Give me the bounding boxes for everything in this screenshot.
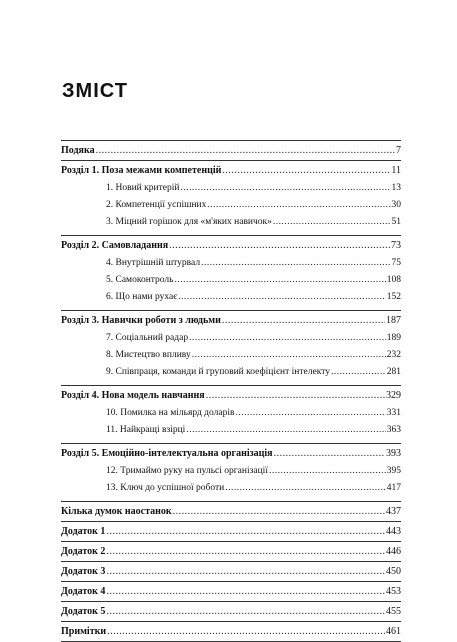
toc-entry-label: Розділ 2. Самовладання [61, 240, 169, 251]
toc-entry-label: 3. Міцний горішок для «м'яких навичок» [106, 217, 272, 227]
toc-leader-dots [235, 405, 385, 422]
toc-page-number: 189 [386, 333, 401, 343]
toc-page-number: 450 [386, 566, 401, 577]
toc-entry-label: 7. Соціальний радар [106, 333, 189, 343]
toc-entry[interactable] [61, 582, 401, 601]
toc-page-number: 30 [391, 200, 401, 210]
toc-entry-label: 12. Тримаймо руку на пульсі організації [106, 466, 268, 476]
toc-page-number: 417 [386, 483, 401, 493]
toc-leader-dots [331, 364, 386, 381]
toc-entry-label: Додаток 1 [61, 526, 106, 537]
toc-leader-dots [269, 463, 386, 480]
toc-leader-dots [106, 562, 385, 581]
toc-leader-dots [173, 502, 385, 521]
toc-entry-label: 13. Ключ до успішної роботи [106, 483, 225, 493]
toc-entry-label: Примітки [61, 626, 107, 637]
toc-leader-dots [274, 444, 385, 463]
toc-leader-dots [106, 542, 385, 561]
toc-subentry[interactable] [61, 180, 401, 197]
toc-page-number: 395 [386, 466, 401, 476]
toc-page-number: 75 [391, 258, 401, 268]
toc-entry[interactable] [61, 602, 401, 621]
toc-entry-label: 5. Самоконтроль [106, 275, 174, 285]
toc-entry[interactable] [61, 502, 401, 521]
toc-page-number: 187 [386, 315, 401, 326]
table-of-contents [61, 140, 401, 642]
toc-leader-dots [175, 272, 386, 289]
toc-entry-label: Кілька думок наостанок [61, 506, 172, 517]
toc-entry-label: Подяка [61, 145, 95, 156]
toc-leader-dots [106, 522, 385, 541]
toc-entry-label: 1. Новий критерій [106, 183, 180, 193]
toc-entry-label: 9. Співпраця, команди й груповий коефіцієнт інтелекту [106, 367, 330, 377]
toc-entry[interactable] [61, 562, 401, 581]
toc-leader-dots [189, 330, 386, 347]
toc-subentry[interactable] [61, 463, 401, 480]
toc-leader-dots [186, 422, 385, 439]
toc-page-number: 461 [386, 626, 401, 637]
toc-page-number: 232 [386, 350, 401, 360]
toc-leader-dots [222, 311, 385, 330]
toc-entry[interactable] [61, 542, 401, 561]
toc-page-number: 331 [386, 408, 401, 418]
toc-entry-label: Розділ 5. Емоційно-інтелектуальна організація [61, 448, 273, 459]
toc-entry[interactable] [61, 236, 401, 255]
toc-page-number: 443 [386, 526, 401, 537]
toc-entry-label: Додаток 3 [61, 566, 106, 577]
toc-leader-dots [107, 622, 385, 641]
toc-page-number: 363 [386, 425, 401, 435]
toc-subentry[interactable] [61, 480, 401, 497]
toc-entry-label: Додаток 4 [61, 586, 106, 597]
toc-entry-label: 11. Найкращі взірці [106, 425, 186, 435]
toc-leader-dots [273, 214, 391, 231]
toc-entry-label: 6. Що нами рухає [106, 292, 178, 302]
toc-leader-dots [96, 141, 395, 160]
toc-leader-dots [206, 386, 385, 405]
toc-subentry[interactable] [61, 405, 401, 422]
toc-leader-dots [207, 197, 390, 214]
toc-subentry[interactable] [61, 272, 401, 289]
toc-page-number: 446 [386, 546, 401, 557]
toc-entry[interactable] [61, 522, 401, 541]
toc-subentry[interactable] [61, 214, 401, 231]
toc-leader-dots [225, 480, 386, 497]
toc-entry-label: Розділ 1. Поза межами компетенцій [61, 165, 222, 176]
toc-page-number: 108 [386, 275, 401, 285]
toc-subentry[interactable] [61, 289, 401, 306]
toc-page-number: 437 [386, 506, 401, 517]
page-title: ЗМІСТ [62, 80, 128, 102]
toc-entry[interactable] [61, 622, 401, 641]
toc-entry-label: Розділ 4. Нова модель навчання [61, 390, 205, 401]
toc-leader-dots [222, 161, 390, 180]
toc-subentry[interactable] [61, 197, 401, 214]
toc-entry-label: Додаток 5 [61, 606, 106, 617]
toc-leader-dots [178, 289, 385, 306]
toc-page-number: 73 [391, 240, 401, 251]
toc-leader-dots [106, 602, 385, 621]
toc-page-number: 7 [396, 145, 401, 156]
toc-page-number: 281 [386, 367, 401, 377]
toc-leader-dots [106, 582, 385, 601]
toc-entry-label: 4. Внутрішній штурвал [106, 258, 201, 268]
toc-subentry[interactable] [61, 347, 401, 364]
toc-subentry[interactable] [61, 330, 401, 347]
toc-leader-dots [180, 180, 390, 197]
toc-page-number: 11 [391, 165, 401, 176]
toc-page-number: 393 [386, 448, 401, 459]
toc-entry-label: Розділ 3. Навички роботи з людьми [61, 315, 221, 326]
toc-entry[interactable] [61, 386, 401, 405]
toc-subentry[interactable] [61, 364, 401, 381]
toc-entry[interactable] [61, 311, 401, 330]
toc-subentry[interactable] [61, 422, 401, 439]
toc-page-number: 152 [386, 292, 401, 302]
toc-leader-dots [192, 347, 386, 364]
toc-page-number: 329 [386, 390, 401, 401]
toc-entry[interactable] [61, 444, 401, 463]
toc-page-number: 13 [391, 183, 401, 193]
toc-page-number: 455 [386, 606, 401, 617]
toc-entry-label: Додаток 2 [61, 546, 106, 557]
toc-entry-label: 10. Помилка на мільярд доларів [106, 408, 235, 418]
toc-entry-label: 8. Мистецтво впливу [106, 350, 191, 360]
toc-entry[interactable] [61, 161, 401, 180]
toc-entry-label: 2. Компетенції успішних [106, 200, 207, 210]
toc-leader-dots [169, 236, 390, 255]
toc-page-number: 51 [391, 217, 401, 227]
toc-subentry[interactable] [61, 255, 401, 272]
toc-leader-dots [201, 255, 390, 272]
toc-page-number: 453 [386, 586, 401, 597]
toc-entry[interactable] [61, 141, 401, 160]
